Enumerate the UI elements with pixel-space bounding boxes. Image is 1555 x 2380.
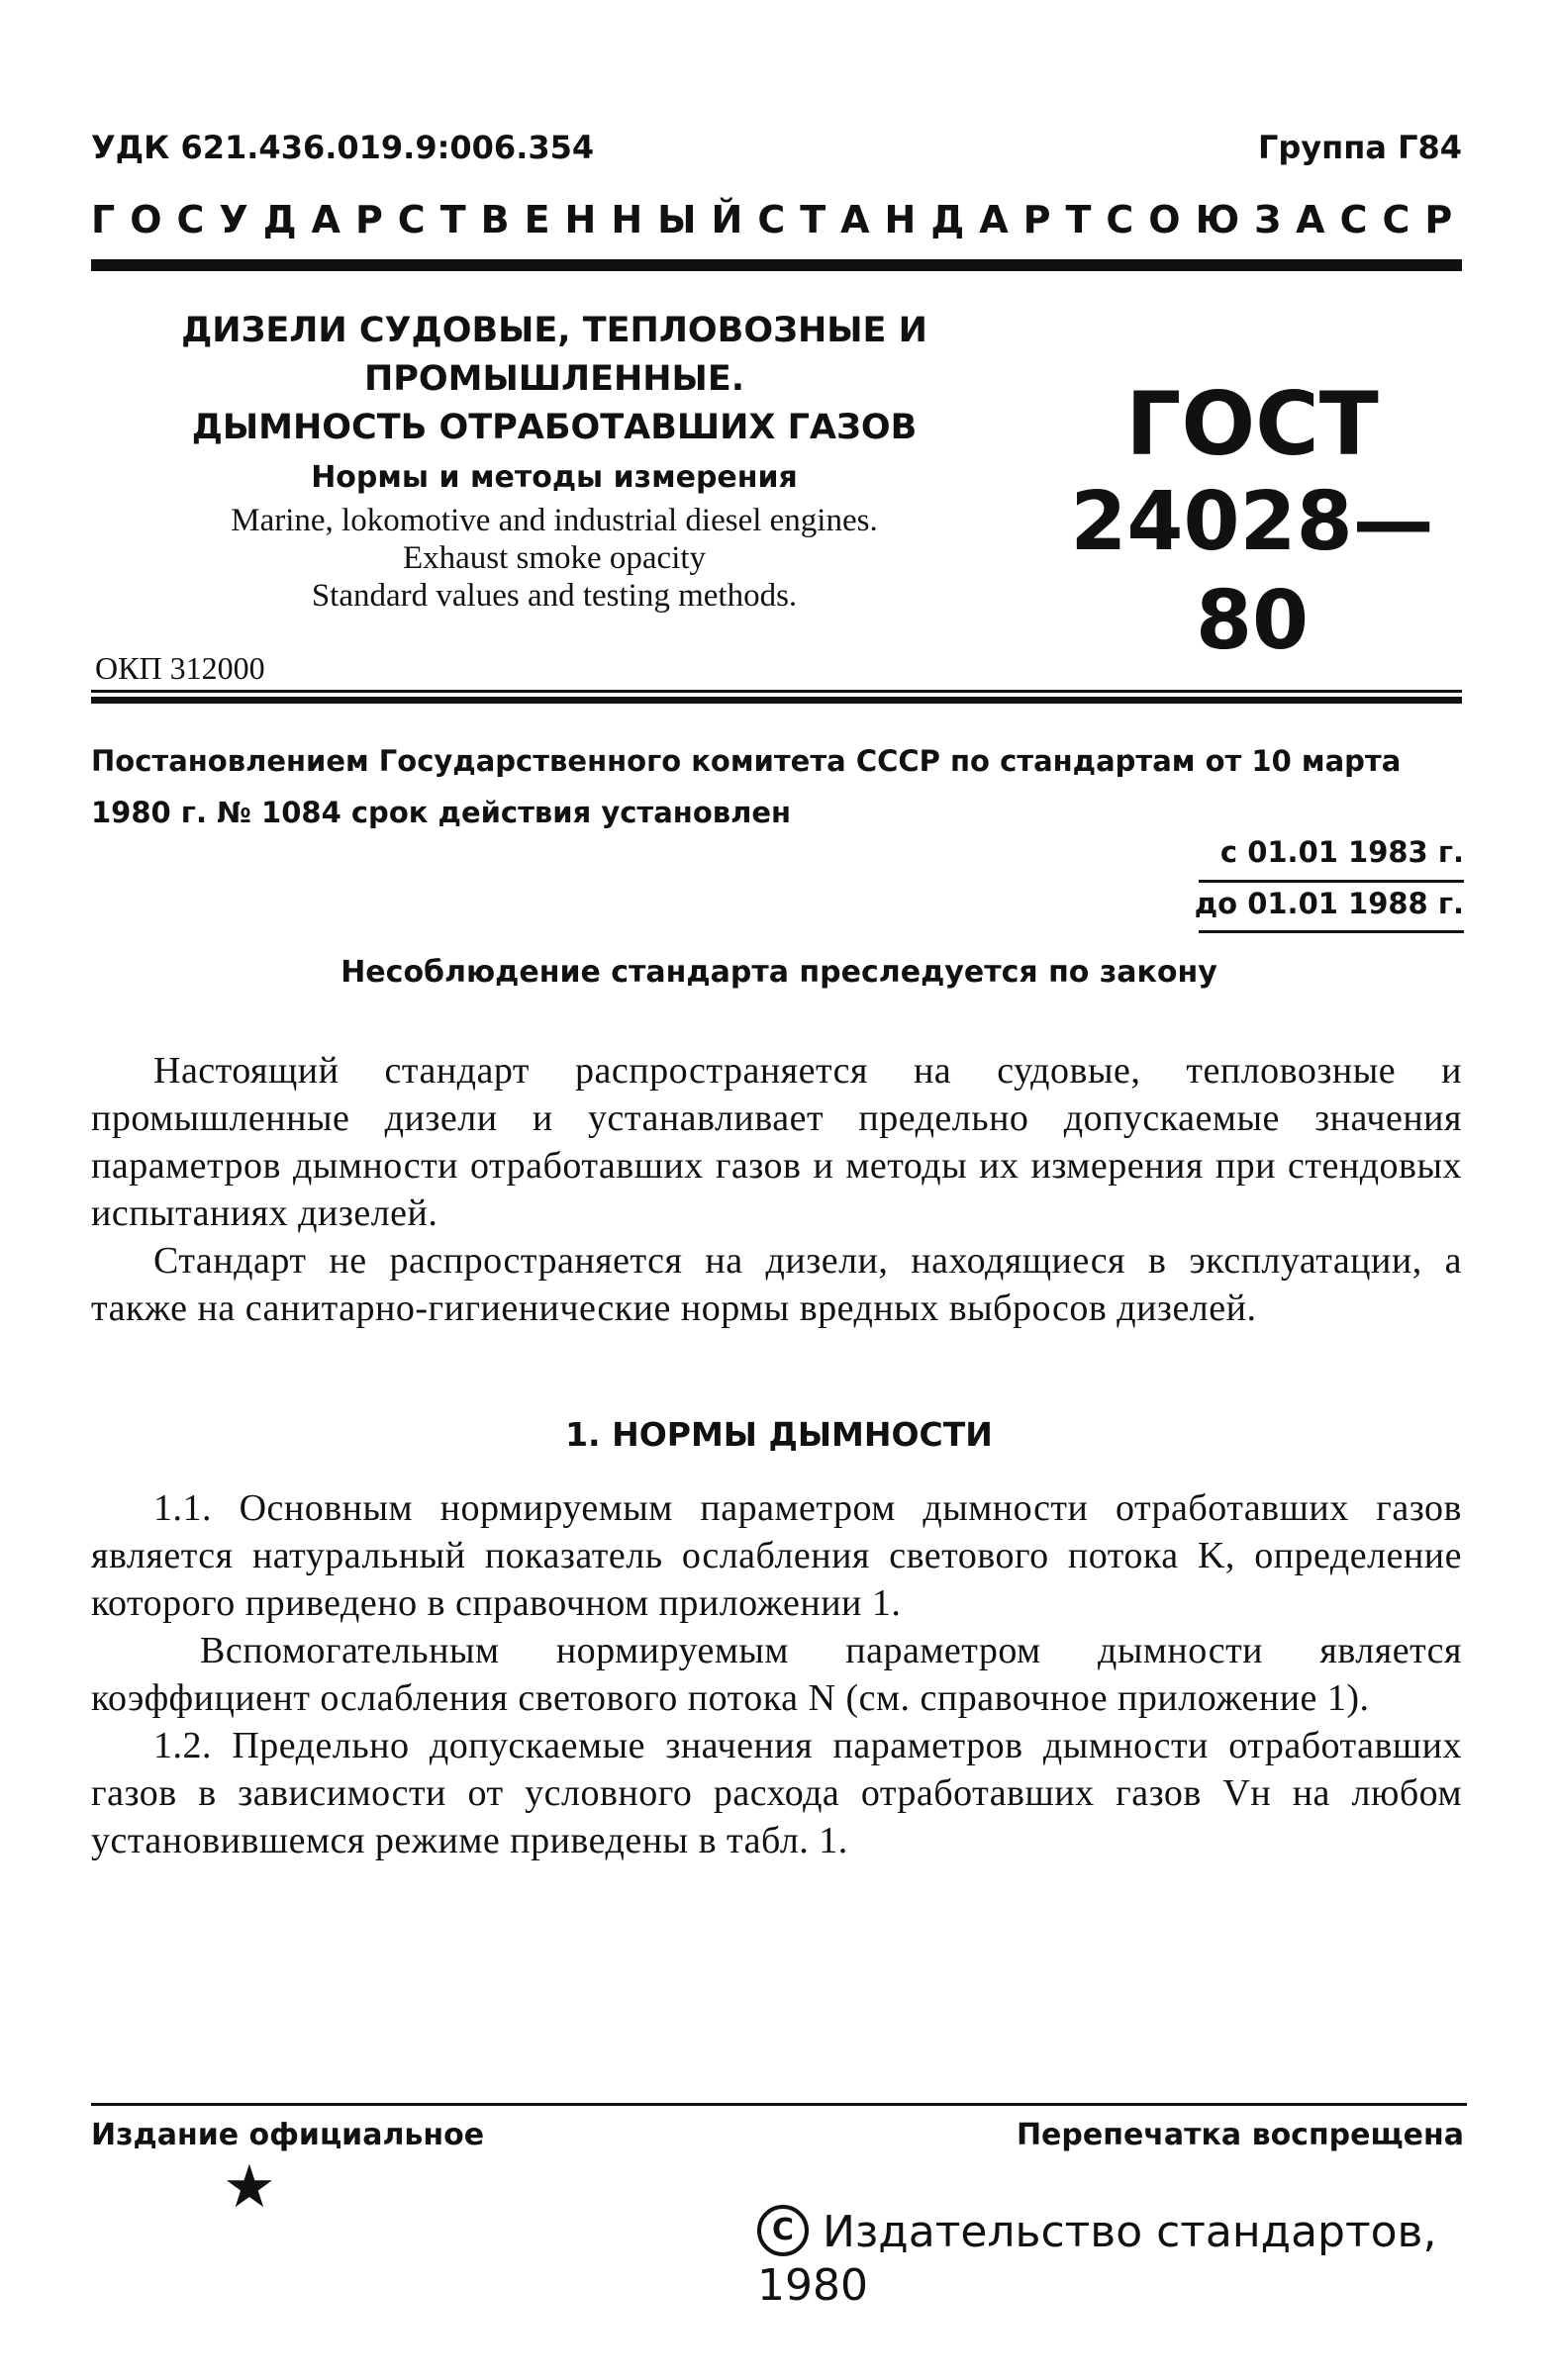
paragraph: 1.2. Предельно допускаемые значения параметров дымности отработавших газов в зависимости от условного расхода отработавших газов Vн на любом установившемся режиме приведены в табл. 1. <box>91 1725 1462 1861</box>
date-from: с 01.01 1983 г. <box>1219 835 1464 869</box>
header-divider <box>91 259 1462 271</box>
footer-divider <box>91 2103 1467 2106</box>
reprint-notice: Перепечатка воспрещена <box>1016 2118 1464 2152</box>
validity-dates <box>1195 826 1464 929</box>
english-title-line: Standard values and testing methods. <box>311 578 798 614</box>
paragraph: Настоящий стандарт распространяется на судовые, тепловозные и промышленные дизели и устанавливает предельно допускаемые значения параметров дымности отработавших газов и методы их измерения при стендовых испытаниях дизелей. <box>91 1050 1462 1234</box>
paragraph: Вспомогательным нормируемым параметром дымности является коэффициент ослабления светового потока N (см. справочное приложение 1). <box>91 1630 1462 1719</box>
title-divider <box>91 697 1462 704</box>
english-title-line: Marine, lokomotive and industrial diesel engines. <box>231 503 878 538</box>
star-icon: ★ <box>223 2152 276 2222</box>
section-heading: 1. НОРМЫ ДЫМНОСТИ <box>565 1415 993 1454</box>
date-to: до 01.01 1988 г. <box>1194 887 1464 920</box>
section-body <box>91 1484 1462 1864</box>
intro-section <box>91 1047 1462 1332</box>
title-line: ПРОМЫШЛЕННЫЕ. <box>363 359 745 399</box>
publisher-name: Издательство стандартов, 1980 <box>757 2207 1437 2311</box>
copyright-icon: C <box>757 2205 809 2256</box>
date-divider <box>1199 930 1464 933</box>
gost-name: ГОСТ <box>1125 373 1379 475</box>
paragraph: 1.1. Основным нормируемым параметром дымности отработавших газов является натуральный показатель ослабления светового потока K, определение которого приведено в справочном приложении 1. <box>91 1487 1462 1624</box>
heading-word: ГОСУДАРСТВЕННЫЙ <box>91 198 758 241</box>
paragraph: Стандарт не распространяется на дизели, находящиеся в эксплуатации, а также на санитарно-гигиенические нормы вредных выбросов дизелей. <box>91 1240 1462 1329</box>
okp-code: ОКП 312000 <box>95 650 265 686</box>
gost-designation <box>1039 373 1465 671</box>
title-subtitle: Нормы и методы измерения <box>311 460 798 495</box>
heading-word: СТАНДАРТ <box>757 198 1107 241</box>
title-line: ДИЗЕЛИ СУДОВЫЕ, ТЕПЛОВОЗНЫЕ И <box>181 311 927 350</box>
edition-label: Издание официальное <box>91 2118 485 2152</box>
approval-text: Постановлением Государственного комитета СССР по стандартам от 10 марта 1980 г. № 1084 срок действия установлен <box>91 744 1402 829</box>
group-code: Группа Г84 <box>1257 129 1462 166</box>
heading-word: ССР <box>1339 198 1468 241</box>
title-line: ДЫМНОСТЬ ОТРАБОТАВШИХ ГАЗОВ <box>191 408 918 447</box>
okp-underline <box>91 690 1462 693</box>
english-title-line: Exhaust smoke opacity <box>402 540 707 576</box>
state-standard-heading <box>91 198 1468 241</box>
heading-word: СОЮЗА <box>1106 198 1340 241</box>
legal-warning: Несоблюдение стандарта преследуется по закону <box>340 955 1217 990</box>
publisher-line <box>757 2207 1555 2311</box>
udk-code: УДК 621.436.019.9:006.354 <box>91 129 595 166</box>
date-divider <box>1199 880 1464 883</box>
gost-number: 24028—80 <box>1070 475 1434 668</box>
title-block <box>119 307 990 615</box>
